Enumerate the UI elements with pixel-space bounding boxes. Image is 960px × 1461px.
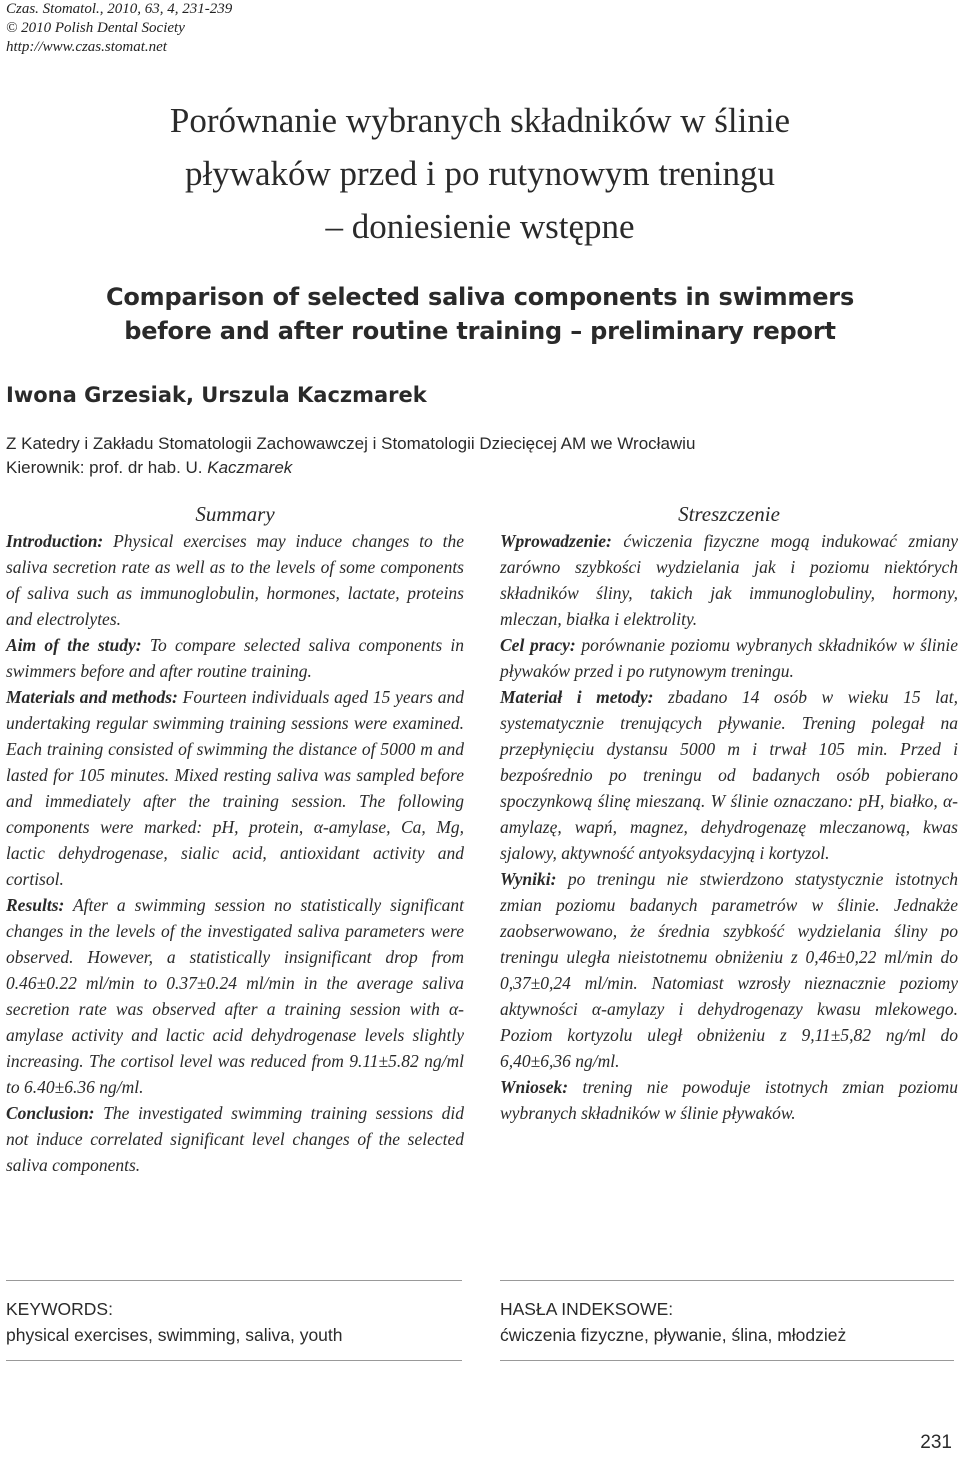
journal-citation: Czas. Stomatol., 2010, 63, 4, 231-239 — [6, 1, 233, 17]
keywords-divider-top-right — [500, 1280, 954, 1281]
title-polish-line: pływaków przed i po rutynowym treningu — [184, 154, 776, 193]
keywords-divider-top-left — [6, 1280, 462, 1281]
affiliation-head-name: Kaczmarek — [207, 458, 293, 477]
journal-url: http://www.czas.stomat.net — [6, 39, 167, 55]
summary-paragraph — [6, 1100, 464, 1178]
streszczenie-label: Wyniki: — [500, 869, 557, 889]
summary-text: Fourteen individuals aged 15 years and undertaking regular swimming training sessions were examined. Each training consisted of swimming the distance of 5000 m and lasted for 105 minutes. Mixed resting saliva was sampled before and immediately after the training session. The following components were marked: pH, protein, α-amylase, Ca, Mg, lactic dehydrogenase, sialic acid, antioxidant activity and cortisol. — [6, 687, 464, 889]
streszczenie-heading: Streszczenie — [678, 502, 780, 526]
affiliation-department: Z Katedry i Zakładu Stomatologii Zachowawczej i Stomatologii Dziecięcej AM we Wrocławiu — [6, 434, 696, 453]
journal-header — [6, 0, 232, 57]
streszczenie-paragraph — [500, 1074, 958, 1126]
summary-heading: Summary — [195, 502, 275, 526]
title-english — [0, 280, 960, 348]
summary-paragraph — [6, 632, 464, 684]
authors: Iwona Grzesiak, Urszula Kaczmarek — [6, 383, 427, 407]
streszczenie-text: porównanie poziomu wybranych składników w ślinie pływaków przed i po rutynowym treningu. — [500, 635, 958, 681]
summary-text: After a swimming session no statistically significant changes in the levels of the investigated saliva parameters were observed. However, a statistically insignificant drop from 0.46±0.22 ml/min to 0.37±0.24 ml/min in the average saliva secretion rate was observed after a training session with α-amylase activity and lactic acid dehydrogenase levels slightly increasing. The cortisol level was reduced from 9.11±5.82 ng/ml to 6.40±6.36 ng/ml. — [6, 895, 464, 1097]
summary-paragraph — [6, 892, 464, 1100]
streszczenie-column — [500, 500, 958, 1126]
keywords-polish-label: HASŁA INDEKSOWE: — [500, 1299, 674, 1319]
summary-label: Conclusion: — [6, 1103, 95, 1123]
keywords-divider-bottom-right — [500, 1360, 954, 1361]
streszczenie-paragraph — [500, 528, 958, 632]
keywords-english — [6, 1296, 343, 1348]
journal-copyright: © 2010 Polish Dental Society — [6, 20, 185, 36]
summary-label: Introduction: — [6, 531, 104, 551]
streszczenie-label: Materiał i metody: — [500, 687, 654, 707]
streszczenie-paragraph — [500, 866, 958, 1074]
summary-label: Materials and methods: — [6, 687, 178, 707]
streszczenie-label: Wniosek: — [500, 1077, 569, 1097]
streszczenie-text: trening nie powoduje istotnych zmian poziomu wybranych składników w ślinie pływaków. — [500, 1077, 959, 1123]
title-polish — [0, 94, 960, 253]
keywords-english-label: KEYWORDS: — [6, 1299, 113, 1319]
keywords-divider-bottom-left — [6, 1360, 462, 1361]
streszczenie-text: po treningu nie stwierdzono statystycznie istotnych zmian poziomu badanych parametrów w ślinie. Jednakże zaobserwowano, że średnia szybkość wydzielania śliny po treningu uległa nieistotnemu obniżeniu z 0,46±0,22 ml/min do 0,37±0,24 ml/min. Natomiast wzrosły nieznacznie poziomy aktywności α-amylazy i dehydrogenazy kwasu mlekowego. Poziom kortyzolu uległ obniżeniu z 9,11±5,82 ng/ml do 6,40±6,36 ng/ml. — [500, 869, 959, 1071]
streszczenie-text: ćwiczenia fizyczne mogą indukować zmiany zarówno szybkości wydzielania jak i poziomu niektórych składników śliny, takich jak immunoglobuliny, hormony, mleczan, białka i elektrolity. — [500, 531, 958, 629]
streszczenie-paragraph — [500, 632, 958, 684]
title-english-line: before and after routine training – preliminary report — [124, 317, 836, 345]
title-polish-line: Porównanie wybranych składników w ślinie — [169, 101, 791, 140]
summary-label: Results: — [6, 895, 65, 915]
summary-text: The investigated swimming training sessions did not induce correlated significant level changes of the selected saliva components. — [6, 1103, 464, 1175]
affiliation-head-prefix: Kierownik: prof. dr hab. U. — [6, 458, 203, 477]
summary-paragraph — [6, 528, 464, 632]
summary-text: Physical exercises may induce changes to the saliva secretion rate as well as to the levels of some components of saliva such as immunoglobulin, hormones, lactate, proteins and electrolytes. — [6, 531, 464, 629]
summary-paragraph — [6, 684, 464, 892]
streszczenie-label: Wprowadzenie: — [500, 531, 612, 551]
affiliation — [6, 432, 695, 480]
keywords-polish-text: ćwiczenia fizyczne, pływanie, ślina, młodzież — [500, 1325, 847, 1345]
summary-text: To compare selected saliva components in swimmers before and after routine training. — [6, 635, 465, 681]
summary-column — [6, 500, 464, 1178]
streszczenie-text: zbadano 14 osób w wieku 15 lat, systematycznie trenujących pływanie. Trening polegał na przepłynięciu dystansu 5000 m i trwał 105 min. Przed i bezpośrednio po treningu od badanych osób pobierano spoczynkową ślinę mieszaną. W ślinie oznaczano: pH, białko, α-amylazę, wapń, magnez, dehydrogenazę mleczanową, kwas sjalowy, aktywność antyoksydacyjną i kortyzol. — [500, 687, 958, 863]
affiliation-head — [6, 456, 695, 480]
summary-label: Aim of the study: — [6, 635, 142, 655]
page-number: 231 — [920, 1432, 952, 1453]
title-polish-line: – doniesienie wstępne — [325, 207, 635, 246]
streszczenie-label: Cel pracy: — [500, 635, 576, 655]
streszczenie-paragraph — [500, 684, 958, 866]
keywords-english-text: physical exercises, swimming, saliva, youth — [6, 1325, 343, 1345]
keywords-polish — [500, 1296, 846, 1348]
title-english-line: Comparison of selected saliva components in swimmers — [105, 283, 855, 311]
